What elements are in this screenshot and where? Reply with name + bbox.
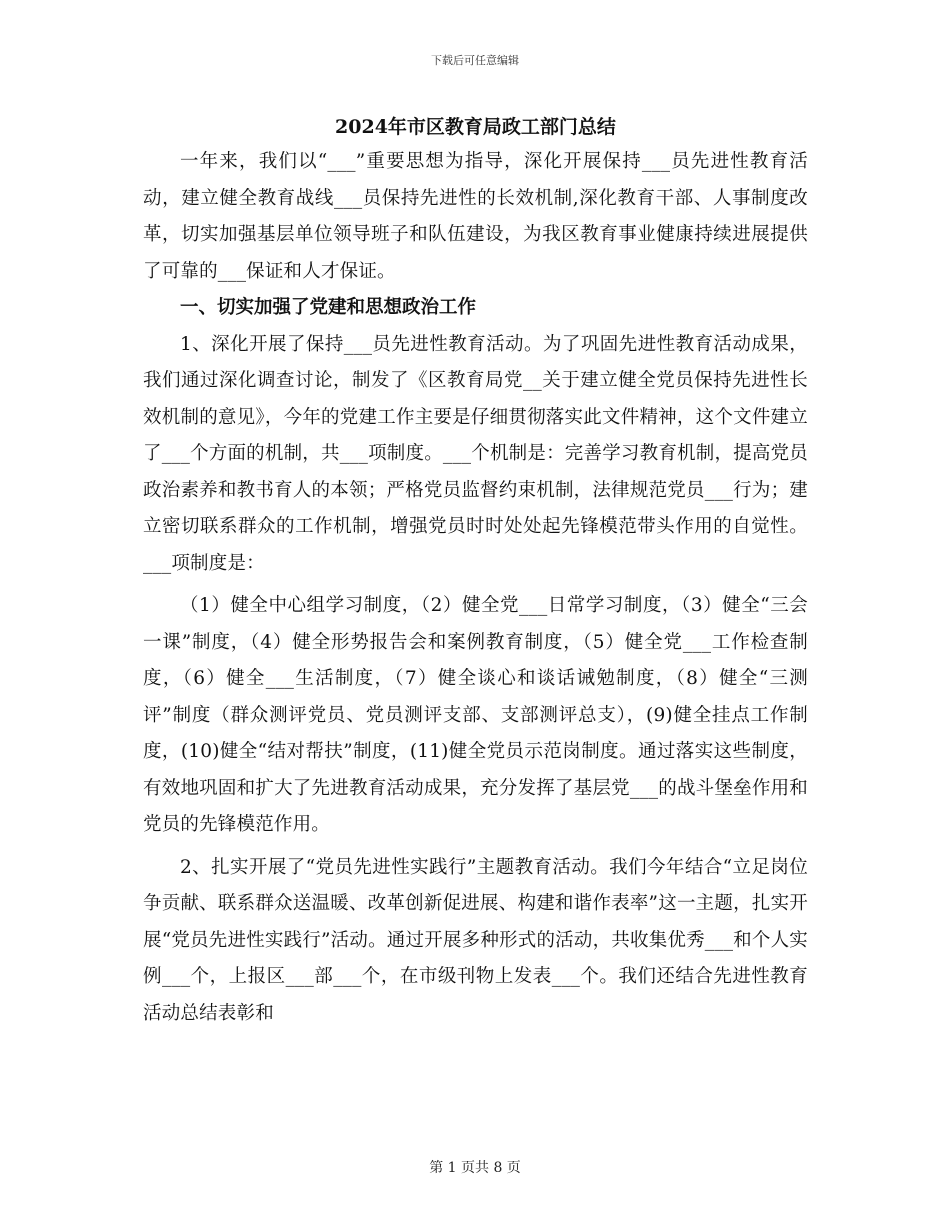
paragraph-practice-activity: 2、扎实开展了“党员先进性实践行”主题教育活动。我们今年结合“立足岗位争贡献、联系群众送温暖、改革创新促进展、构建和谐作表率”这一主题，扎实开展“党员先进性实践行”活动。通过开展多种形式的活动，共收集优秀___和个人实例___个，上报区___部___个，在市级刊物上发表___个。我们还结合先进性教育活动总结表彰和 [143, 856, 808, 1024]
intro-paragraph: 一年来，我们以“___”重要思想为指导，深化开展保持___员先进性教育活动，建立健全教育战线___员保持先进性的长效机制,深化教育干部、人事制度改革，切实加强基层单位领导班子和队伍建设，为我区教育事业健康持续进展提供了可靠的___保证和人才保证。 [143, 151, 808, 282]
page-footer-number: 第 1 页共 8 页 [429, 1160, 521, 1176]
page-header-note: 下载后可任意编辑 [431, 54, 519, 67]
document-title: 2024年市区教育局政工部门总结 [335, 116, 616, 138]
paragraph-systems-list: （1）健全中心组学习制度，（2）健全党___日常学习制度，（3）健全“三会一课”制度，（4）健全形势报告会和案例教育制度，（5）健全党___工作检查制度，（6）健全___生活制度，（7）健全谈心和谈话诫勉制度，（8）健全“三测评”制度（群众测评党员、党员测评支部、支部测评总支），(9)健全挂点工作制度，(10)健全“结对帮扶”制度，(11)健全党员示范岗制度。通过落实这些制度，有效地巩固和扩大了先进教育活动成果，充分发挥了基层党___的战斗堡垒作用和党员的先锋模范作用。 [143, 595, 808, 835]
section-heading-1: 一、切实加强了党建和思想政治工作 [180, 297, 477, 318]
document-body [143, 112, 808, 1032]
paragraph-party-building: 1、深化开展了保持___员先进性教育活动。为了巩固先进性教育活动成果，我们通过深化调查讨论，制发了《区教育局党__关于建立健全党员保持先进性长效机制的意见》，今年的党建工作主要是仔细贯彻落实此文件精神，这个文件建立了___个方面的机制，共___项制度。___个机制是：完善学习教育机制，提高党员政治素养和教书育人的本领；严格党员监督约束机制，法律规范党员___行为；建立密切联系群众的工作机制，增强党员时时处处起先锋模范带头作用的自觉性。___项制度是： [143, 333, 808, 574]
